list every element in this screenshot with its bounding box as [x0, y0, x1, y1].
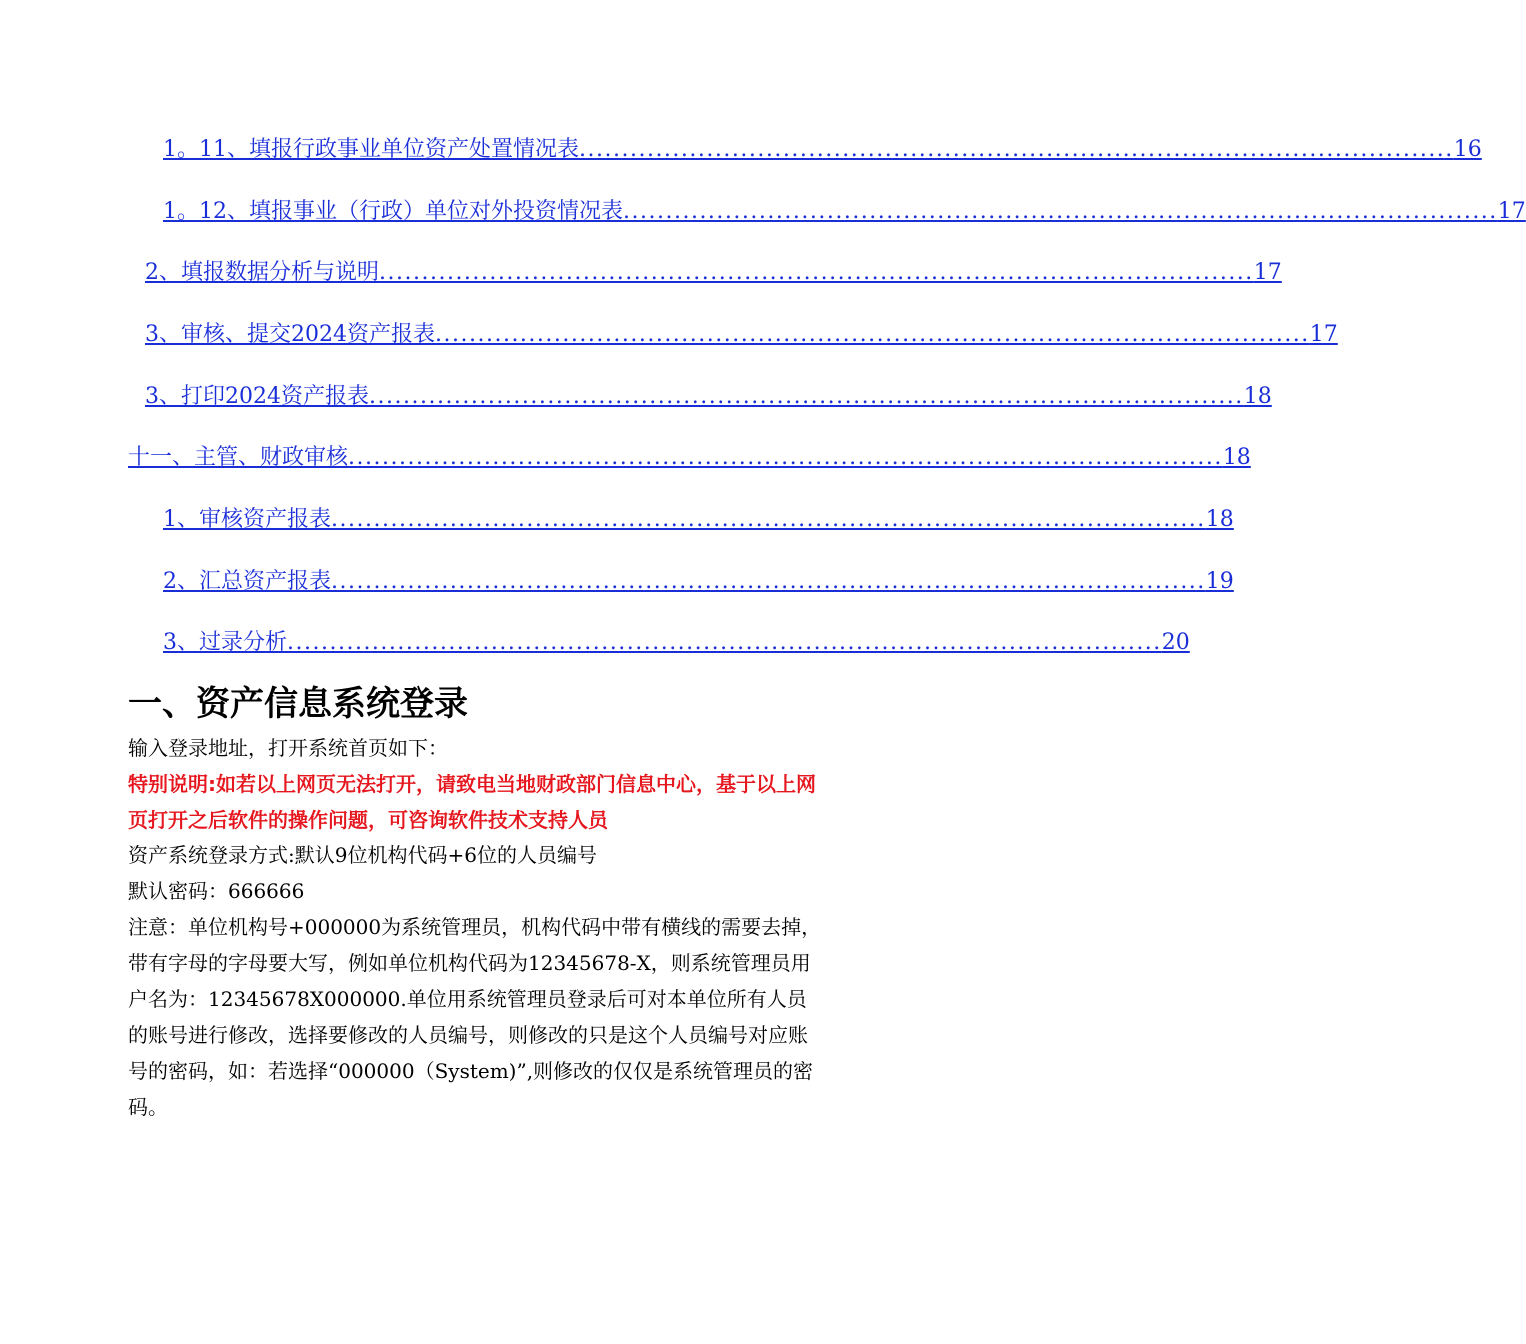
default-password-text: 默认密码：666666 [128, 879, 305, 903]
toc-page-number: 17 [1497, 199, 1526, 224]
toc-page-number: 20 [1161, 630, 1190, 655]
toc-entry-label: 2、汇总资产报表 [163, 569, 331, 594]
toc-entry[interactable] [145, 258, 1282, 288]
toc-entry-label: 十一、主管、财政审核 [128, 445, 349, 470]
toc-leader: ....................................................................................................... [369, 384, 1244, 409]
toc-leader: ....................................................................................................... [287, 630, 1162, 655]
section-heading: 一、资产信息系统登录 [128, 684, 468, 724]
toc-entry[interactable] [163, 197, 1526, 227]
toc-page-number: 19 [1205, 569, 1234, 594]
toc-entry[interactable] [128, 443, 1251, 473]
toc-entry-label: 1、审核资产报表 [163, 507, 331, 532]
toc-leader: ....................................................................................................... [379, 260, 1254, 285]
toc-page-number: 18 [1243, 384, 1272, 409]
toc-leader: ....................................................................................................... [435, 322, 1310, 347]
toc-entry[interactable] [145, 320, 1338, 350]
toc-entry[interactable] [163, 135, 1482, 165]
toc-entry-label: 2、填报数据分析与说明 [145, 260, 379, 285]
toc-entry-label: 1。12、填报事业（行政）单位对外投资情况表 [163, 199, 623, 224]
login-method-text: 资产系统登录方式:默认9位机构代码+6位的人员编号 [128, 843, 597, 867]
notice-text: 注意：单位机构号+000000为系统管理员，机构代码中带有横线的需要去掉，带有字母的字母要大写，例如单位机构代码为12345678-X，则系统管理员用户名为：12345678X000000.单位用系统管理员登录后可对本单位所有人员的账号进行修改，选择要修改的人员编号，则修改的只是这个人员编号对应账号的密码，如：若选择“000000（System)”,则修改的仅仅是系统管理员的密码。 [128, 915, 822, 1119]
toc-entry[interactable] [163, 628, 1190, 658]
toc-entry[interactable] [163, 505, 1234, 535]
toc-page-number: 17 [1309, 322, 1338, 347]
special-note: 特别说明:如若以上网页无法打开，请致电当地财政部门信息中心，基于以上网页打开之后软件的操作问题，可咨询软件技术支持人员 [128, 772, 816, 832]
toc-entry[interactable] [163, 567, 1234, 597]
toc-page-number: 18 [1222, 445, 1251, 470]
toc-entry[interactable] [145, 382, 1272, 412]
toc-page-number: 17 [1253, 260, 1282, 285]
toc-leader: ....................................................................................................... [331, 507, 1206, 532]
toc-entry-label: 1。11、填报行政事业单位资产处置情况表 [163, 137, 579, 162]
toc-page-number: 16 [1453, 137, 1482, 162]
toc-leader: ....................................................................................................... [331, 569, 1206, 594]
toc-leader: ....................................................................................................... [579, 137, 1454, 162]
toc-entry-label: 3、打印2024资产报表 [145, 384, 369, 409]
toc-leader: ....................................................................................................... [623, 199, 1498, 224]
toc-entry-label: 3、审核、提交2024资产报表 [145, 322, 435, 347]
toc-page-number: 18 [1205, 507, 1234, 532]
intro-text: 输入登录地址，打开系统首页如下： [128, 736, 448, 760]
toc-leader: ....................................................................................................... [348, 445, 1223, 470]
toc-entry-label: 3、过录分析 [163, 630, 287, 655]
